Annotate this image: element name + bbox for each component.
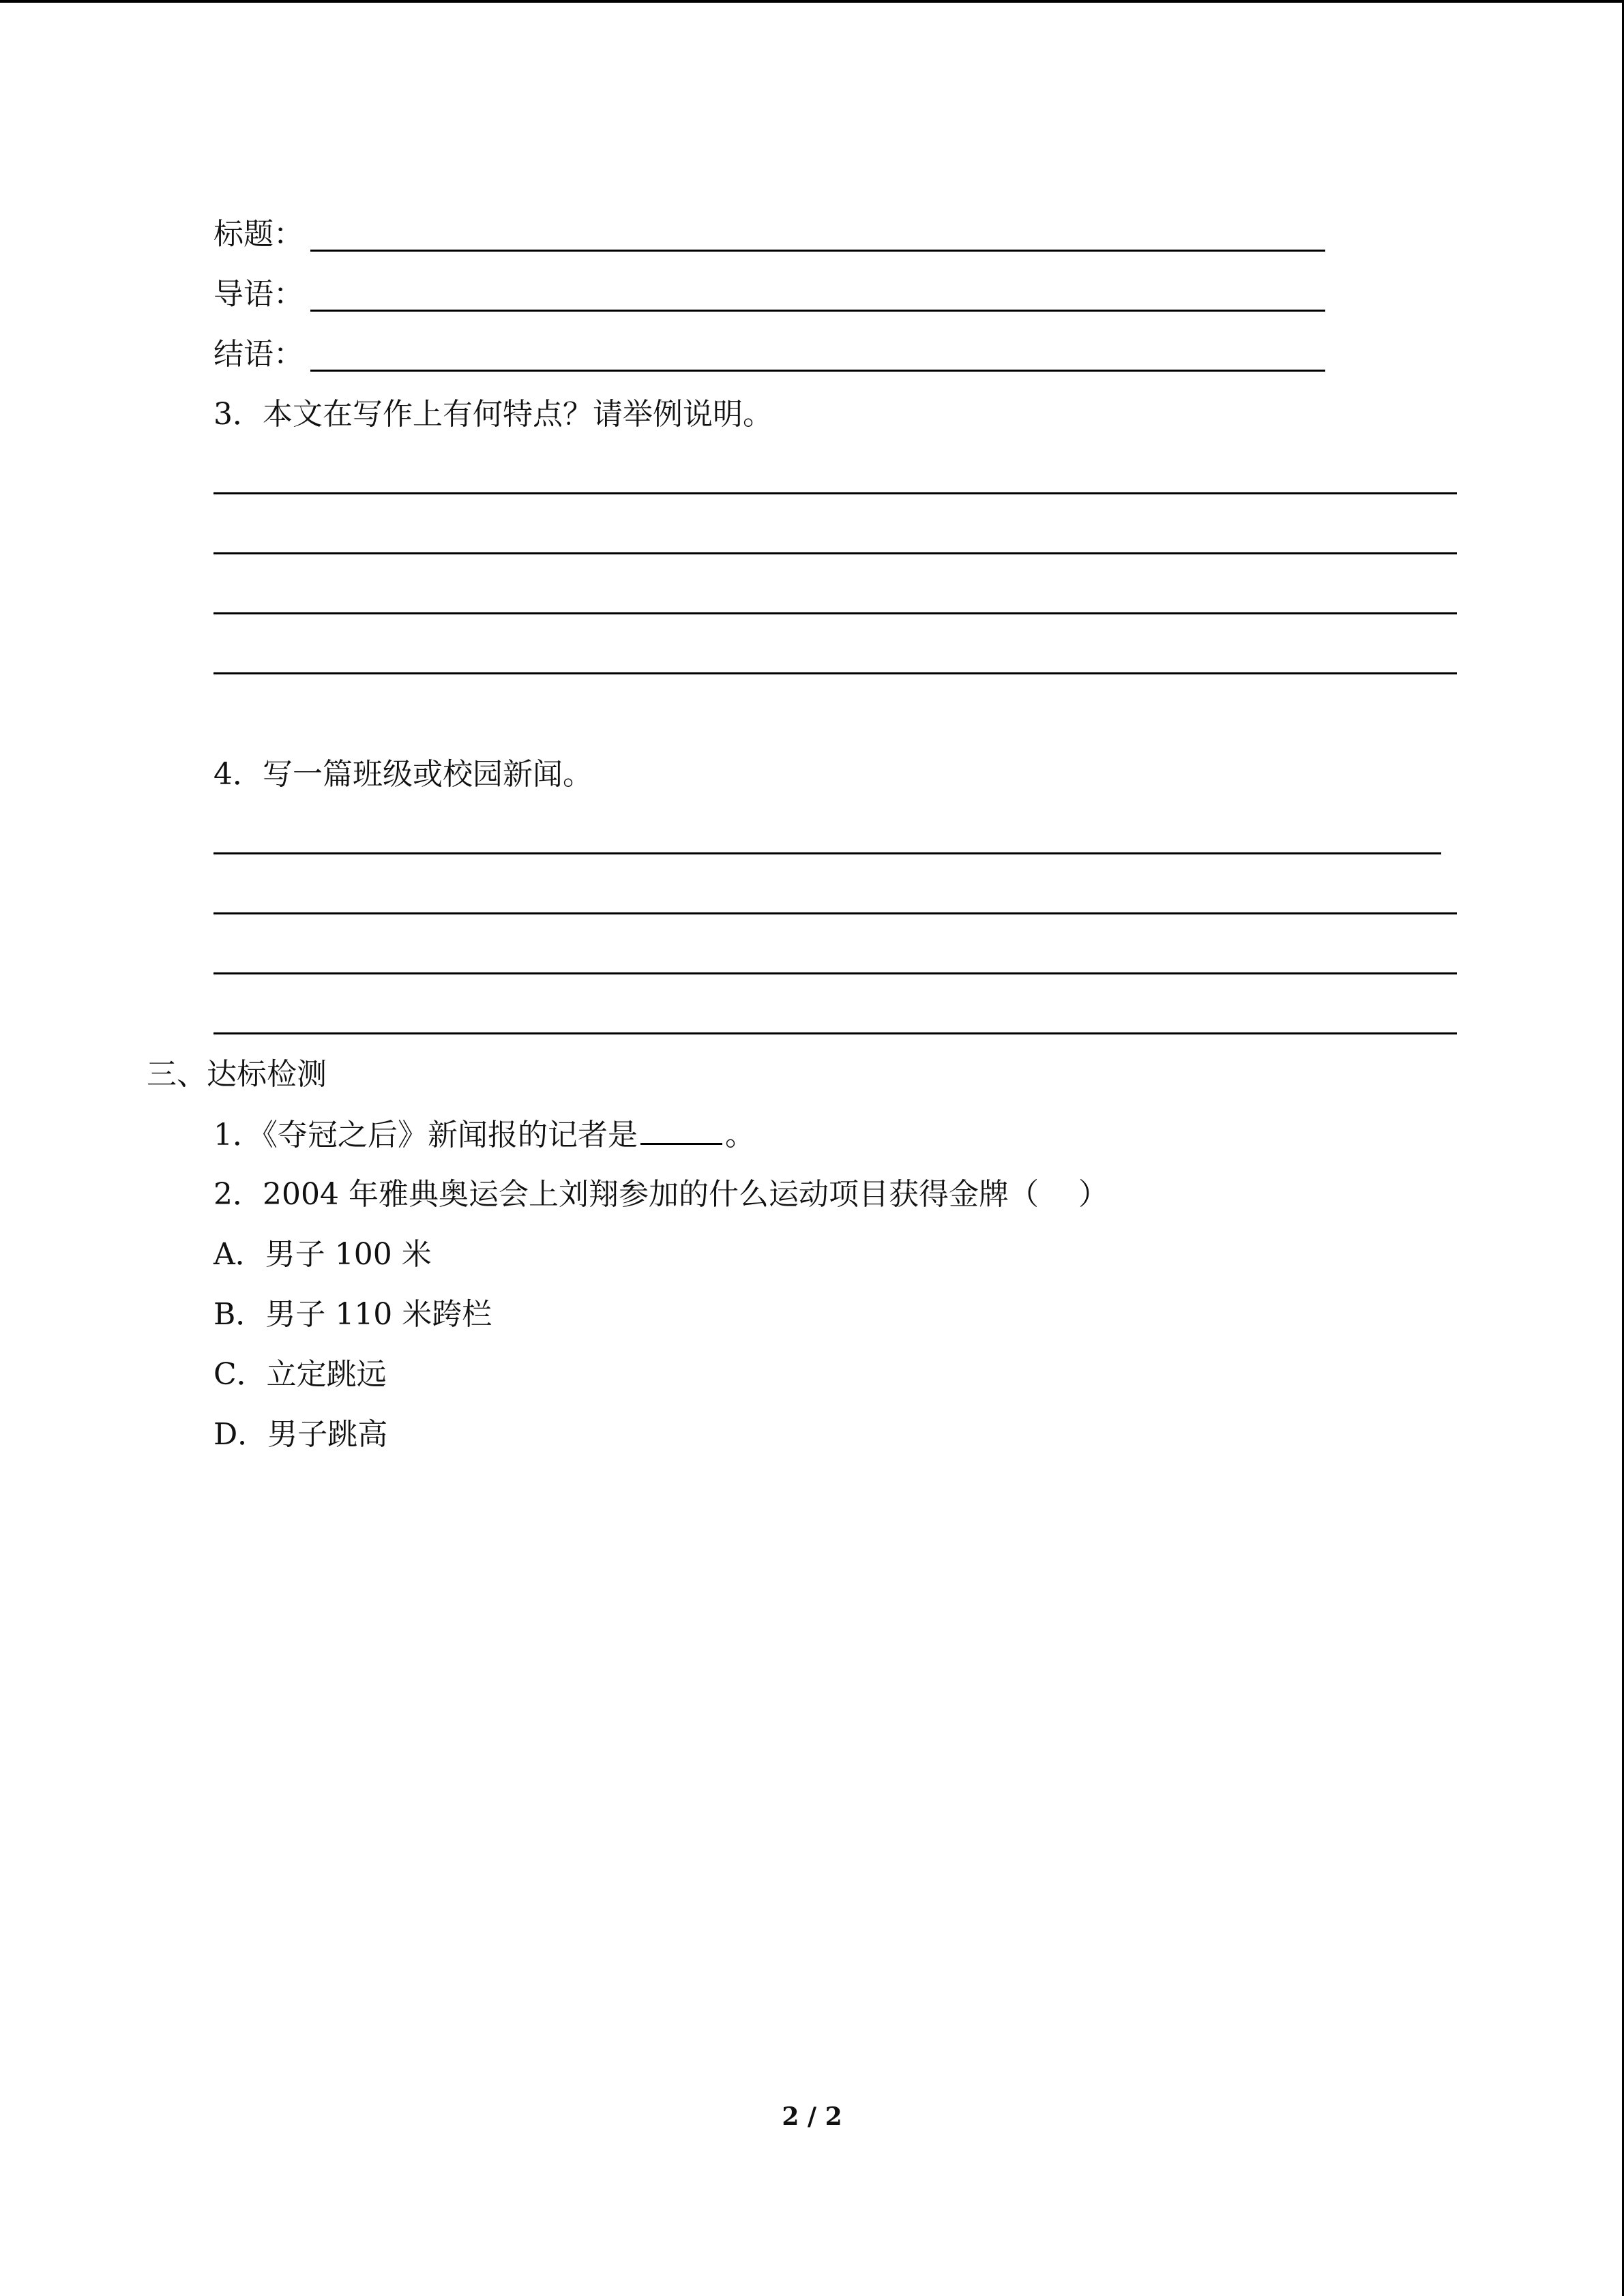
answer-line-q3-3[interactable]: [213, 612, 1457, 614]
page-border-top: [0, 0, 1624, 3]
question-3-1-end: 。: [725, 1118, 755, 1152]
lead-field-line[interactable]: [310, 310, 1325, 312]
answer-line-q4-3[interactable]: [213, 972, 1457, 974]
answer-line-q4-1[interactable]: [213, 852, 1441, 854]
answer-line-q4-4[interactable]: [213, 1032, 1457, 1034]
answer-line-q3-1[interactable]: [213, 492, 1457, 494]
section-3-heading: 三、达标检测: [147, 1057, 327, 1092]
title-field-line[interactable]: [310, 250, 1325, 252]
title-field-label: 标题：: [213, 217, 304, 252]
question-3: 3．本文在写作上有何特点？请举例说明。: [213, 397, 773, 432]
answer-line-q3-2[interactable]: [213, 552, 1457, 554]
page-number: 2 / 2: [782, 2102, 842, 2131]
question-4: 4．写一篇班级或校园新闻。: [213, 757, 593, 792]
conclusion-field-label: 结语：: [213, 337, 304, 372]
option-d[interactable]: D．男子跳高: [213, 1417, 388, 1452]
option-b[interactable]: B．男子 110 米跨栏: [213, 1297, 492, 1332]
question-3-1-text: 1．《夺冠之后》新闻报的记者是: [213, 1118, 638, 1152]
option-c[interactable]: C．立定跳远: [213, 1357, 387, 1392]
question-3-2: 2．2004 年雅典奥运会上刘翔参加的什么运动项目获得金牌（ ）: [213, 1177, 1108, 1212]
answer-line-q3-4[interactable]: [213, 672, 1457, 674]
question-3-1: [213, 1116, 755, 1154]
conclusion-field-line[interactable]: [310, 370, 1325, 372]
answer-line-q4-2[interactable]: [213, 912, 1457, 914]
option-a[interactable]: A．男子 100 米: [213, 1237, 432, 1272]
lead-field-label: 导语：: [213, 277, 304, 312]
answer-blank[interactable]: [640, 1116, 722, 1145]
